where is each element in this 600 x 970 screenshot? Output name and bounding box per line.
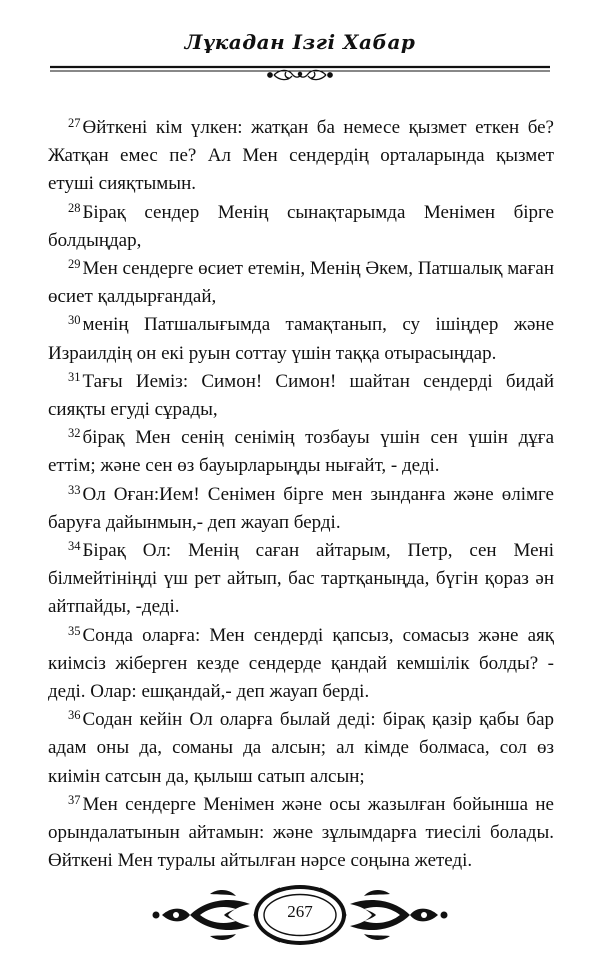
verse-text: Бірақ сендер Менің сынақтарымда Менімен бірге болдыңдар,: [48, 201, 554, 251]
verse-text: Мен сендерге Менімен және осы жазылған бойынша не орындалатынын айтамын: және зұлымдарға тиесілі болады. Өйткені Мен туралы айтылған нәрсе соңына жетеді.: [48, 793, 554, 872]
verse-number: 27: [68, 116, 81, 130]
verse-number: 32: [68, 426, 81, 441]
verse-text: Ол Оған:Ием! Сенімен бірге мен зынданға және өлімге баруға дайынмын,- деп жауап берді.: [48, 483, 554, 533]
verse-33: [48, 481, 554, 537]
verse-32: [48, 424, 554, 480]
verse-35: [48, 622, 554, 707]
running-title: Лұкадан Ізгі Хабар: [184, 30, 416, 54]
header-rule: [50, 64, 550, 84]
verse-36: [48, 706, 554, 791]
verse-27: [48, 114, 554, 199]
header-ornament-icon: [50, 64, 550, 84]
verse-number: 34: [68, 539, 81, 554]
verse-text: Мен сендерге өсиет етемін, Менің Әкем, Патшалық маған өсиет қалдырғандай,: [48, 258, 554, 308]
verse-text: Бірақ Ол: Менің саған айтарым, Петр, сен Мені білмейтініңді үш рет айтып, бас тартқаныңда, бүгін қораз ән айтпайды, -деді.: [48, 540, 554, 618]
verse-text: Тағы Иеміз: Симон! Симон! шайтан сендерді бидай сияқты егуді сұрады,: [48, 370, 554, 421]
page-header: [0, 30, 600, 54]
verse-28: [48, 199, 554, 255]
page-number: 267: [287, 902, 313, 921]
verse-text: Сонда оларға: Мен сендерді қапсыз, сомасыз және аяқ киімсіз жіберген кезде сендерде қандай кемшілік болды? - деді. Олар: ешқандай,- деп жауап берді.: [48, 624, 554, 703]
verse-text: бірақ Мен сенің сенімің тозбауы үшін сен үшін дұға еттім; және сен өз бауырларыңды нығайт, - деді.: [48, 427, 554, 477]
verse-29: [48, 255, 554, 311]
verse-number: 28: [68, 200, 81, 215]
verse-number: 29: [68, 257, 81, 272]
verse-text: Өйткені кім үлкен: жатқан ба немесе қызмет еткен бе? Жатқан емес пе? Ал Мен сендердің орталарында қызмет етуші сияқтымын.: [48, 117, 554, 195]
verse-30: [48, 311, 554, 367]
verse-37: [48, 791, 554, 876]
verse-text: Содан кейін Ол оларға былай деді: бірақ қазір қабы бар адам оны да, соманы да алсын; ал кімде болмаса, сол өз киімін сатсын да, қылыш сатып алсын;: [48, 709, 554, 787]
verse-number: 37: [68, 792, 81, 807]
verse-31: [48, 368, 554, 424]
verse-number: 35: [68, 623, 81, 638]
verse-34: [48, 537, 554, 622]
verse-number: 33: [68, 482, 81, 497]
verse-text: менің Патшалығымда тамақтанып, су ішіңдер және Израилдің он екі руын соттау үшін таққа отырасыңдар.: [48, 314, 554, 364]
text-body: [48, 114, 554, 875]
verse-number: 30: [68, 313, 81, 328]
verse-number: 31: [68, 369, 81, 384]
page-footer: [150, 880, 450, 950]
verse-number: 36: [68, 708, 81, 723]
